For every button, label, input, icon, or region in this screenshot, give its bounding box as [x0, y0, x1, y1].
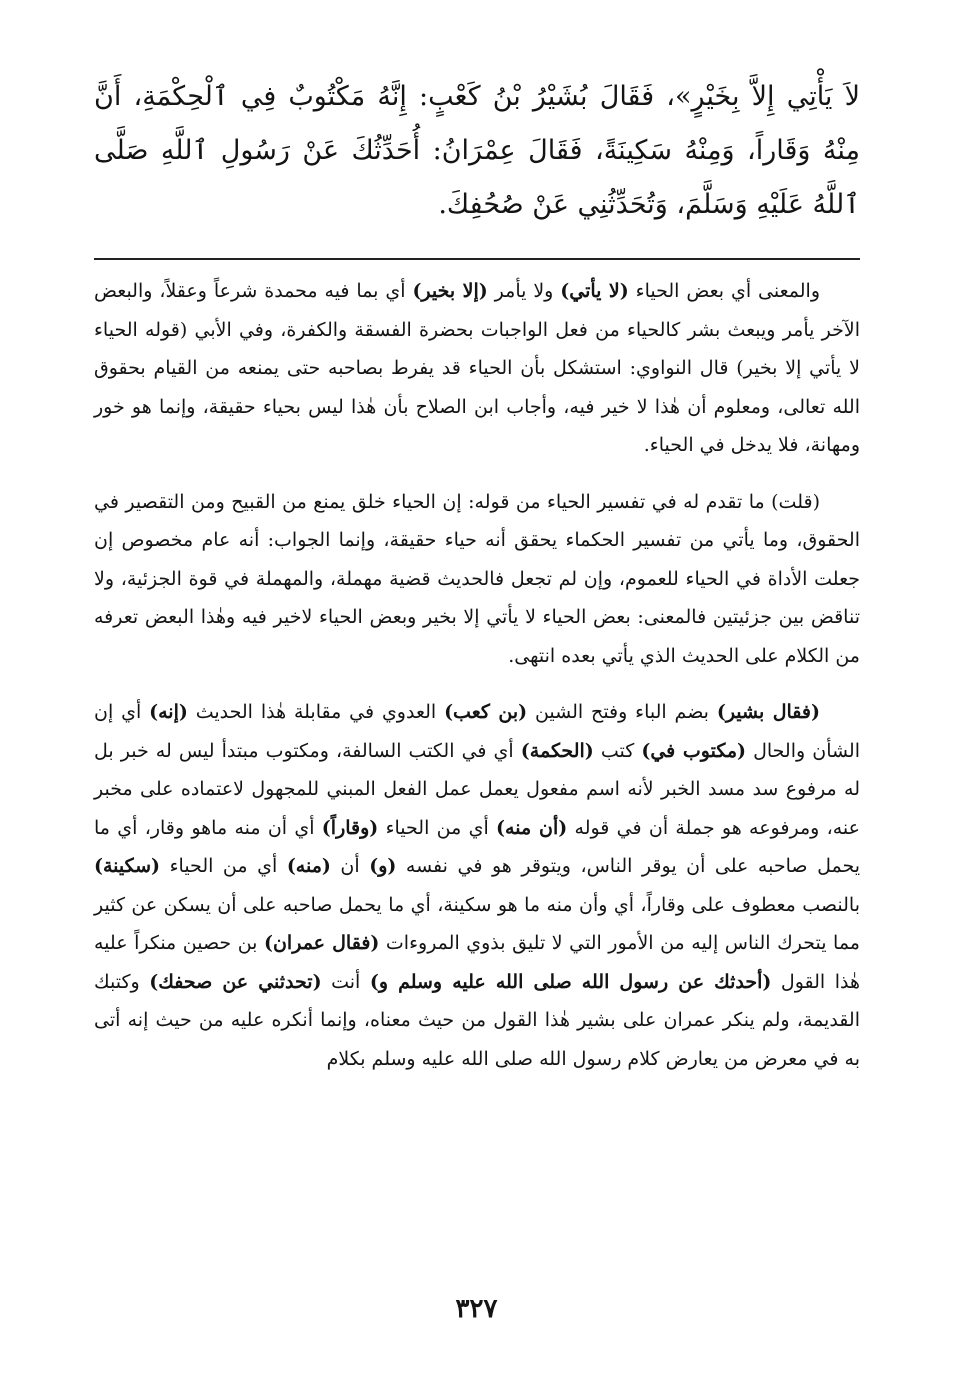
p3-bold-3: (إنه) [149, 701, 188, 723]
p3-text-9: أي من الحياء [160, 855, 287, 877]
commentary-section [94, 272, 860, 1078]
p3-text-8: أن [330, 855, 370, 877]
hadith-text: لاَ يَأْتِي إِلاَّ بِخَيْرٍ»، فَقَالَ بُشَيْرُ بْنُ كَعْبٍ: إِنَّهُ مَكْتُوبٌ فِي ٱلْحِكْمَةِ، أَنَّ مِنْهُ وَقَاراً، وَمِنْهُ سَكِينَةً، فَقَالَ عِمْرَانُ: أُحَدِّثُكَ عَنْ رَسُولِ ٱللَّهِ صَلَّى ٱللَّهُ عَلَيْهِ وَسَلَّمَ، وَتُحَدِّثُنِي عَنْ صُحُفِكَ. [94, 81, 860, 220]
p1-text-2: ولا يأمر [487, 280, 561, 302]
p3-bold-1: (فقال بشير) [716, 701, 820, 723]
p3-bold-8: (و) [369, 855, 397, 877]
commentary-paragraph-3 [94, 693, 860, 1078]
p3-text-13: وكتبك القديمة، ولم ينكر عمران على بشير هٰذا القول من حيث معناه، وإنما أنكره عليه من حيث إنه أتى به في معرض من يعارض كلام رسول الله صلى الله عليه وسلم بكلام [94, 970, 860, 1070]
p3-bold-12: (أحدثك عن رسول الله صلى الله عليه وسلم و) [369, 970, 772, 993]
p1-bold-1: (لا يأتي) [560, 280, 629, 302]
p3-bold-2: (بن كعب) [444, 701, 528, 723]
p2-text: (قلت) ما تقدم له في تفسير الحياء من قوله: إن الحياء خلق يمنع من القبيح ومن التقصير في الحقوق، وما يأتي من تفسير الحكماء يحقق أنه حياء حقيقة، وإنما الجواب: أنه عام مخصوص إن جعلت الأداة في الحياء للعموم، وإن لم تجعل فالحديث قضية مهملة، والمهملة في قوة الجزئية، ولا تناقض بين جزئيتين فالمعنى: بعض الحياء لا يأتي إلا بخير وبعض الحياء لاخير فيه وهٰذا البعض تعرفه من الكلام على الحديث الذي يأتي بعده انتهى. [94, 490, 860, 667]
page-number: ٣٢٧ [455, 1294, 498, 1324]
p3-bold-11: (فقال عمران) [263, 932, 380, 954]
p3-text-12: أنت [321, 970, 370, 993]
page-content [94, 70, 860, 1078]
p3-bold-9: (منه) [286, 855, 331, 877]
commentary-paragraph-2 [94, 483, 860, 676]
p3-text-5: أي في الكتب السالفة، ومكتوب مبتدأ ليس له خبر بل له مرفوع سد مسد الخبر لأنه اسم مفعول يعمل عمل الفعل المبني للمجهول لاعتماده على مخبر عنه، ومرفوعه هو جملة أن في قوله [94, 739, 860, 839]
p3-bold-6: (أن منه) [496, 816, 568, 839]
p3-bold-5: (الحكمة) [520, 739, 594, 762]
p3-bold-7: (وقاراً) [321, 816, 379, 839]
p3-text-3: أي إن الشأن والحال [94, 701, 860, 762]
p3-bold-4: (مكتوب في) [641, 739, 746, 762]
p3-text-4: كتب [593, 739, 642, 762]
footnote-separator [94, 258, 860, 260]
p3-text-7: أي أن منه ماهو وقار، أي ما يحمل صاحبه على أن يوقر الناس، ويتوقر هو في نفسه [94, 816, 860, 877]
p3-text-2: العدوي في مقابلة هٰذا الحديث [187, 701, 445, 723]
p1-bold-2: (إلا بخير) [412, 280, 488, 302]
p3-text-11: بن حصين منكراً عليه هٰذا القول [94, 932, 860, 993]
p3-text-10: بالنصب معطوف على وقاراً، أي وأن منه ما هو سكينة، أي ما يحمل صاحبه على أن يسكن عن كثير مما يتحرك الناس إليه من الأمور التي لا تليق بذوي المروءات [94, 893, 860, 954]
commentary-paragraph-1 [94, 272, 860, 465]
p3-bold-10: (سكينة) [94, 855, 161, 877]
p3-text-1: بضم الباء وفتح الشين [527, 701, 717, 723]
p3-text-6: أي من الحياء [378, 816, 497, 839]
p3-bold-13: (تحدثني عن صحفك) [149, 970, 322, 993]
p1-text-3: أي بما فيه محمدة شرعاً وعقلاً، والبعض الآخر يأمر ويبعث بشر كالحياء من فعل الواجبات بحضرة الفسقة والكفرة، وفي الأبي (قوله الحياء لا يأتي إلا بخير) قال النواوي: استشكل بأن الحياء قد يفرط بصاحبه حتى يمنعه من القيام بحقوق الله تعالى، ومعلوم أن هٰذا لا خير فيه، وأجاب ابن الصلاح بأن هٰذا ليس بحياء حقيقة، وإنما هو خور ومهانة، فلا يدخل في الحياء. [94, 280, 860, 456]
p1-text-1: والمعنى أي بعض الحياء [628, 280, 820, 302]
